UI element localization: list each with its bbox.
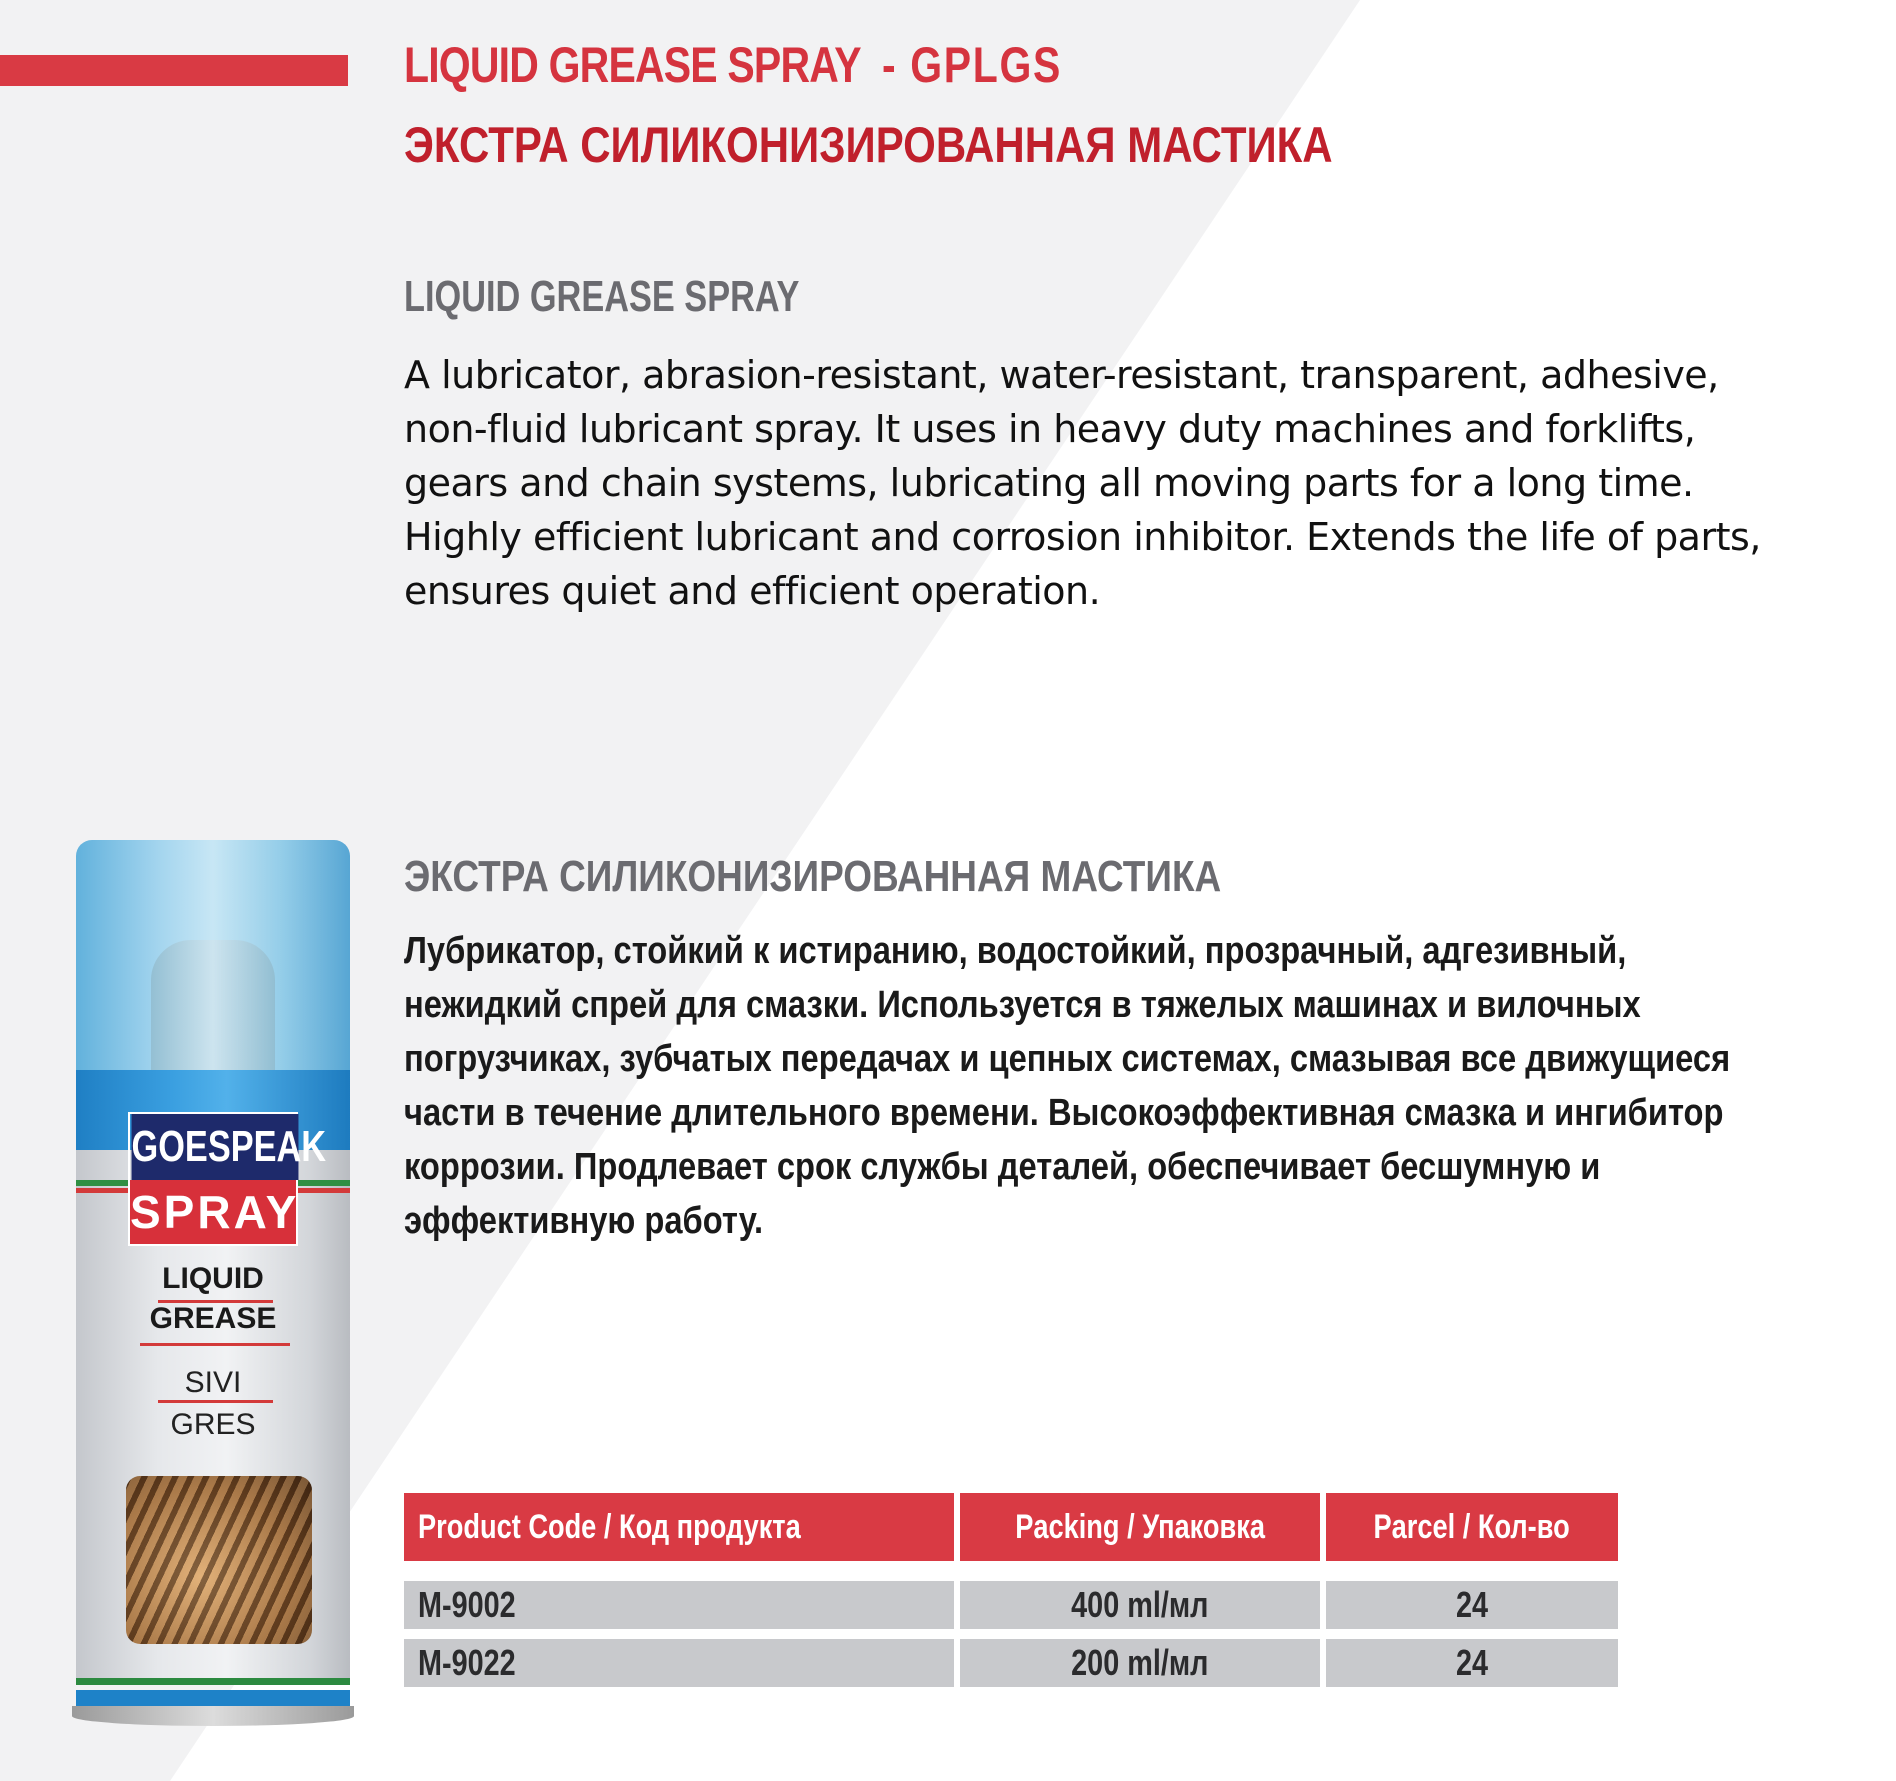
description-en-line: ensures quiet and efficient operation. xyxy=(404,569,1101,613)
gears-photo xyxy=(126,1476,312,1644)
can-label-text: GREASE xyxy=(149,1302,277,1335)
can-label-divider xyxy=(158,1400,273,1403)
product-table xyxy=(404,1493,1618,1697)
table-cell xyxy=(404,1639,954,1687)
can-label-text: LIQUID xyxy=(162,1262,264,1295)
table-cell xyxy=(1326,1581,1618,1629)
can-nozzle xyxy=(151,940,275,1080)
can-base xyxy=(72,1706,354,1726)
description-en-line: gears and chain systems, lubricating all moving parts for a long time. xyxy=(404,461,1694,505)
description-ru-line: Лубрикатор, стойкий к истиранию, водостойкий, прозрачный, адгезивный, xyxy=(404,930,1627,972)
parcel-value: 24 xyxy=(1455,1584,1489,1625)
brand-logo-top: GOESPEAK xyxy=(132,1114,299,1180)
product-code: M-9002 xyxy=(418,1584,516,1625)
table-cell xyxy=(960,1581,1320,1629)
description-en-line: non-fluid lubricant spray. It uses in heavy duty machines and forklifts, xyxy=(404,407,1696,451)
packing-value: 200 ml/мл xyxy=(1071,1642,1209,1683)
header-packing: Packing / Упаковка xyxy=(1015,1507,1265,1546)
page-title-ru: ЭКСТРА СИЛИКОНИЗИРОВАННАЯ МАСТИКА xyxy=(404,117,1333,173)
header-parcel: Parcel / Кол-во xyxy=(1373,1507,1571,1546)
parcel-value: 24 xyxy=(1455,1642,1489,1683)
table-cell xyxy=(1326,1639,1618,1687)
header-product-code: Product Code / Код продукта xyxy=(418,1507,801,1546)
description-ru-line: нежидкий спрей для смазки. Используется в тяжелых машинах и вилочных xyxy=(404,984,1641,1026)
section-heading-ru: ЭКСТРА СИЛИКОНИЗИРОВАННАЯ МАСТИКА xyxy=(404,852,1222,901)
can-label-text: GRES xyxy=(170,1408,256,1441)
description-ru xyxy=(404,924,1832,1248)
table-header-row xyxy=(404,1493,1618,1561)
product-spray-can-image xyxy=(76,840,350,1720)
packing-value: 400 ml/мл xyxy=(1071,1584,1209,1625)
title-product-code: - GPLGS xyxy=(881,37,1062,93)
table-cell xyxy=(960,1639,1320,1687)
description-en-line: Highly efficient lubricant and corrosion inhibitor. Extends the life of parts, xyxy=(404,515,1761,559)
table-cell xyxy=(404,1581,954,1629)
table-row xyxy=(404,1581,1618,1629)
can-label-text: SIVI xyxy=(184,1366,242,1399)
brand-logo-bottom: SPRAY xyxy=(130,1180,296,1244)
description-ru-line: эффективную работу. xyxy=(404,1200,764,1242)
title-product-name: LIQUID GREASE SPRAY xyxy=(404,37,861,93)
table-header-cell xyxy=(404,1493,954,1561)
description-ru-line: коррозии. Продлевает срок службы деталей, обеспечивает бесшумную и xyxy=(404,1146,1601,1188)
header-accent-bar xyxy=(0,55,348,86)
section-heading-en: LIQUID GREASE SPRAY xyxy=(404,272,800,321)
description-en xyxy=(404,348,1824,618)
brand-logo xyxy=(128,1112,327,1246)
description-ru-line: погрузчиках, зубчатых передачах и цепных системах, смазывая все движущиеся xyxy=(404,1038,1731,1080)
can-label-divider xyxy=(140,1343,290,1346)
description-en-line: A lubricator, abrasion-resistant, water-resistant, transparent, adhesive, xyxy=(404,353,1719,397)
table-row xyxy=(404,1639,1618,1687)
table-header-cell xyxy=(960,1493,1320,1561)
product-code: M-9022 xyxy=(418,1642,516,1683)
table-header-cell xyxy=(1326,1493,1618,1561)
can-stripe xyxy=(76,1678,350,1685)
description-ru-line: части в течение длительного времени. Высокоэффективная смазка и ингибитор xyxy=(404,1092,1724,1134)
page-title-en xyxy=(404,36,1062,94)
